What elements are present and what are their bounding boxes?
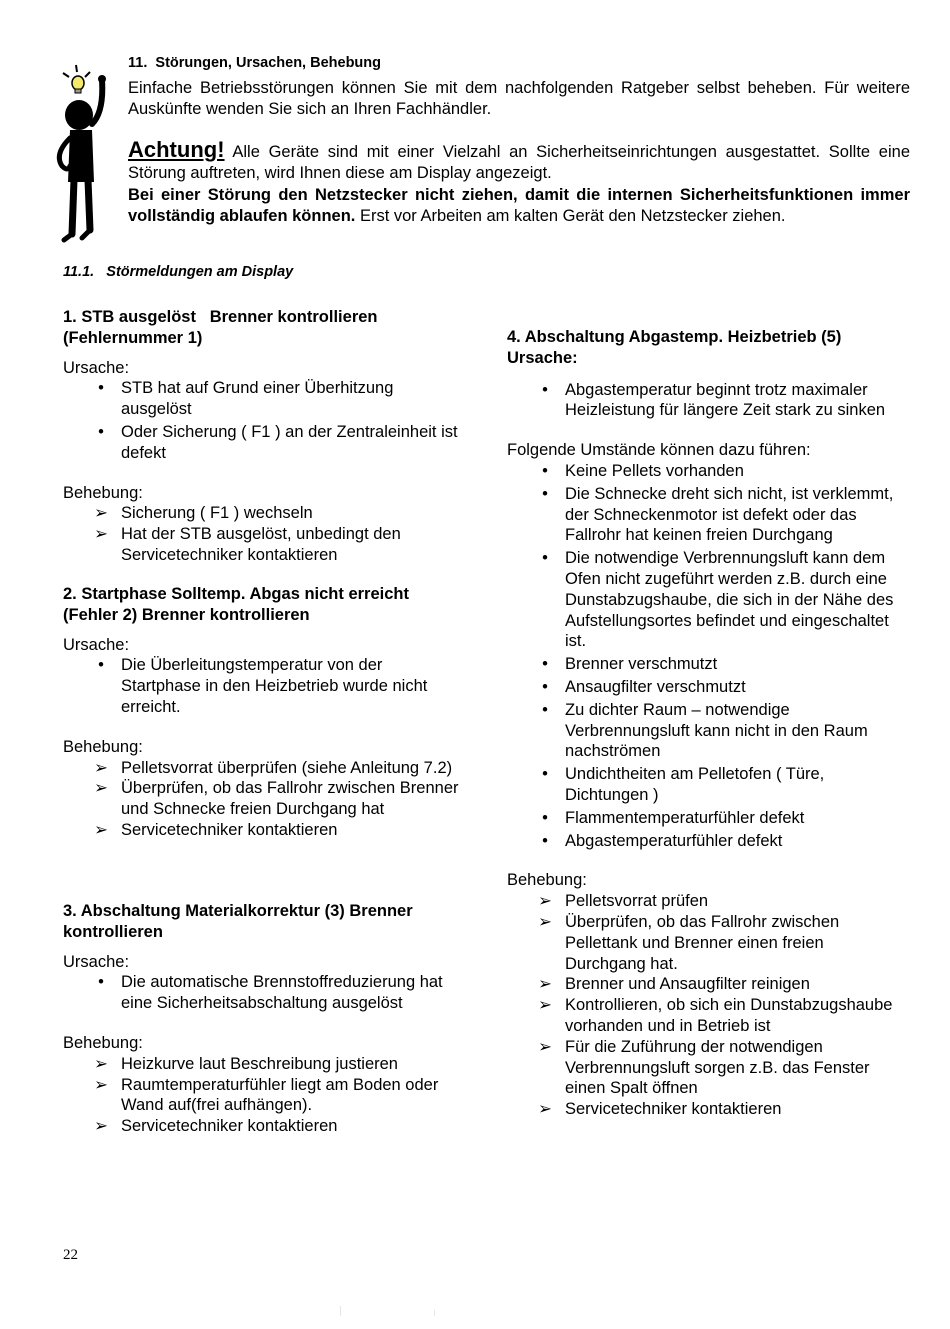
section-heading [128, 55, 381, 71]
warning-paragraph [128, 185, 910, 227]
list-item: • Abgastemperatur beginnt trotz maximaler Heizleistung für längere Zeit stark zu sinken [507, 380, 907, 422]
fix-label: Behebung: [63, 483, 143, 502]
list-item: ➢ Servicetechniker kontaktieren [507, 1099, 907, 1120]
list-item: • Keine Pellets vorhanden [507, 461, 907, 482]
bullet-dot-icon: • [542, 700, 548, 719]
arrow-bullet-icon: ➢ [94, 820, 108, 839]
section-number: 11. [128, 55, 148, 71]
error-title: 3. Abschaltung Materialkorrektur (3) Brenner [63, 902, 413, 920]
list-item: ➢ Hat der STB ausgelöst, unbedingt den Servicetechniker kontaktieren [63, 524, 463, 566]
bullet-dot-icon: • [542, 380, 548, 399]
bullet-dot-icon: • [542, 655, 548, 674]
section-title: Störungen, Ursachen, Behebung [155, 55, 382, 71]
bullet-dot-icon: • [98, 973, 104, 992]
arrow-bullet-icon: ➢ [538, 892, 552, 911]
error-title: 1. STB ausgelöst Brenner kontrollieren [63, 308, 378, 326]
arrow-bullet-icon: ➢ [538, 1037, 552, 1056]
list-item: • Brenner verschmutzt [507, 654, 907, 675]
arrow-bullet-icon: ➢ [94, 779, 108, 798]
list-item: • Die Überleitungstemperatur von der Startphase in den Heizbetrieb wurde nicht erreicht. [63, 655, 463, 717]
list-item: ➢ Raumtemperaturfühler liegt am Boden oder Wand auf(frei aufhängen). [63, 1075, 463, 1117]
list-item: • Oder Sicherung ( F1 ) an der Zentraleinheit ist defekt [63, 422, 463, 464]
list-item: ➢ Heizkurve laut Beschreibung justieren [63, 1054, 463, 1075]
list-item: • Die automatische Brennstoffreduzierung hat eine Sicherheitsabschaltung ausgelöst [63, 972, 463, 1014]
page-number: 22 [63, 1247, 78, 1263]
fix-label: Behebung: [507, 871, 587, 890]
error-title: 2. Startphase Solltemp. Abgas nicht erreicht [63, 585, 409, 603]
error-title-cont: (Fehlernummer 1) [63, 328, 203, 347]
arrow-bullet-icon: ➢ [538, 912, 552, 931]
fix-list [63, 503, 463, 565]
subsection-title: Störmeldungen am Display [106, 264, 294, 280]
bullet-dot-icon: • [98, 379, 104, 398]
arrow-bullet-icon: ➢ [94, 525, 108, 544]
subsection-heading [63, 264, 293, 280]
list-item: • STB hat auf Grund einer Überhitzung ausgelöst [63, 378, 463, 420]
list-item: • Flammentemperaturfühler defekt [507, 808, 907, 829]
bullet-dot-icon: • [542, 677, 548, 696]
arrow-bullet-icon: ➢ [94, 1117, 108, 1136]
arrow-bullet-icon: ➢ [538, 1100, 552, 1119]
fix-label: Behebung: [63, 737, 143, 756]
fix-label: Behebung: [63, 1033, 143, 1052]
list-item: ➢ Sicherung ( F1 ) wechseln [63, 503, 463, 524]
cause-list [63, 972, 463, 1014]
thinking-man-lightbulb-icon [52, 62, 122, 244]
list-item: ➢ Brenner und Ansaugfilter reinigen [507, 974, 907, 995]
list-item: • Ansaugfilter verschmutzt [507, 677, 907, 698]
bullet-dot-icon: • [542, 461, 548, 480]
error-title-cont: (Fehler 2) Brenner kontrollieren [63, 605, 310, 624]
list-item: ➢ Pelletsvorrat überprüfen (siehe Anleitung 7.2) [63, 758, 463, 779]
list-item: • Abgastemperaturfühler defekt [507, 831, 907, 852]
arrow-bullet-icon: ➢ [538, 996, 552, 1015]
cause-label: Ursache: [63, 952, 130, 971]
arrow-bullet-icon: ➢ [94, 504, 108, 523]
bullet-dot-icon: • [542, 549, 548, 568]
subsection-number: 11.1. [63, 264, 95, 280]
achtung-text: Alle Geräte sind mit einer Vielzahl an Sicherheitseinrichtungen ausgestattet. Sollte eine Störung auftreten, wird Ihnen diese am Display angezeigt. [128, 143, 910, 182]
list-item: ➢ Pelletsvorrat prüfen [507, 891, 907, 912]
fix-list [63, 758, 463, 841]
list-item: ➢ Servicetechniker kontaktieren [63, 820, 463, 841]
warning-bold: Bei einer Störung den Netzstecker nicht ziehen, damit die internen Sicherheitsfunktionen immer vollständig ablaufen können. [128, 186, 910, 225]
fix-list [507, 891, 907, 1120]
list-item: ➢ Für die Zuführung der notwendigen Verbrennungsluft sorgen z.B. das Fenster einen Spalt öffnen [507, 1037, 907, 1099]
error-block-3 [63, 901, 463, 1137]
arrow-bullet-icon: ➢ [538, 975, 552, 994]
bullet-dot-icon: • [98, 656, 104, 675]
cause-list [63, 378, 463, 463]
error-title-cont: kontrollieren [63, 922, 163, 941]
list-item: ➢ Servicetechniker kontaktieren [63, 1116, 463, 1137]
warning-rest: Erst vor Arbeiten am kalten Gerät den Netzstecker ziehen. [359, 206, 786, 225]
bullet-dot-icon: • [542, 765, 548, 784]
list-item: ➢ Überprüfen, ob das Fallrohr zwischen Brenner und Schnecke freien Durchgang hat [63, 778, 463, 820]
list-item: • Die notwendige Verbrennungsluft kann dem Ofen nicht zugeführt werden z.B. durch eine Dunstabzugshaube, die sich in der Nähe des Aufstellungsortes befindet und eingeschaltet ist. [507, 548, 907, 652]
cause-label: Ursache: [63, 358, 130, 377]
error-block-2 [63, 584, 463, 841]
arrow-bullet-icon: ➢ [94, 758, 108, 777]
arrow-bullet-icon: ➢ [94, 1054, 108, 1073]
list-item: • Zu dichter Raum – notwendige Verbrennungsluft kann nicht in den Raum nachströmen [507, 700, 907, 762]
list-item: ➢ Überprüfen, ob das Fallrohr zwischen Pellettank und Brenner einen freien Durchgang hat. [507, 912, 907, 974]
list-item: • Die Schnecke dreht sich nicht, ist verklemmt, der Schneckenmotor ist defekt oder das Fallrohr hat keinen freien Durchgang [507, 484, 907, 546]
list-item: • Undichtheiten am Pelletofen ( Türe, Dichtungen ) [507, 764, 907, 806]
circumstances-list [507, 461, 907, 851]
achtung-label: Achtung! [128, 137, 225, 162]
circumstances-label: Folgende Umstände können dazu führen: [507, 441, 811, 460]
fix-list [63, 1054, 463, 1137]
arrow-bullet-icon: ➢ [94, 1075, 108, 1094]
cause-label: Ursache: [507, 348, 578, 367]
bullet-dot-icon: • [542, 808, 548, 827]
achtung-paragraph [128, 137, 910, 184]
cause-list [507, 380, 907, 422]
list-item: ➢ Kontrollieren, ob sich ein Dunstabzugshaube vorhanden und in Betrieb ist [507, 995, 907, 1037]
error-block-4 [507, 327, 907, 1120]
section-intro: Einfache Betriebsstörungen können Sie mit dem nachfolgenden Ratgeber selbst beheben. Für weitere Auskünfte wenden Sie sich an Ihren Fachhändler. [128, 79, 910, 118]
bullet-dot-icon: • [98, 422, 104, 441]
error-title: 4. Abschaltung Abgastemp. Heizbetrieb (5) [507, 328, 842, 346]
scan-artifact [434, 1310, 435, 1316]
error-block-1 [63, 307, 463, 566]
bullet-dot-icon: • [542, 484, 548, 503]
bullet-dot-icon: • [542, 831, 548, 850]
scan-artifact [340, 1306, 341, 1316]
cause-list [63, 655, 463, 717]
cause-label: Ursache: [63, 635, 130, 654]
